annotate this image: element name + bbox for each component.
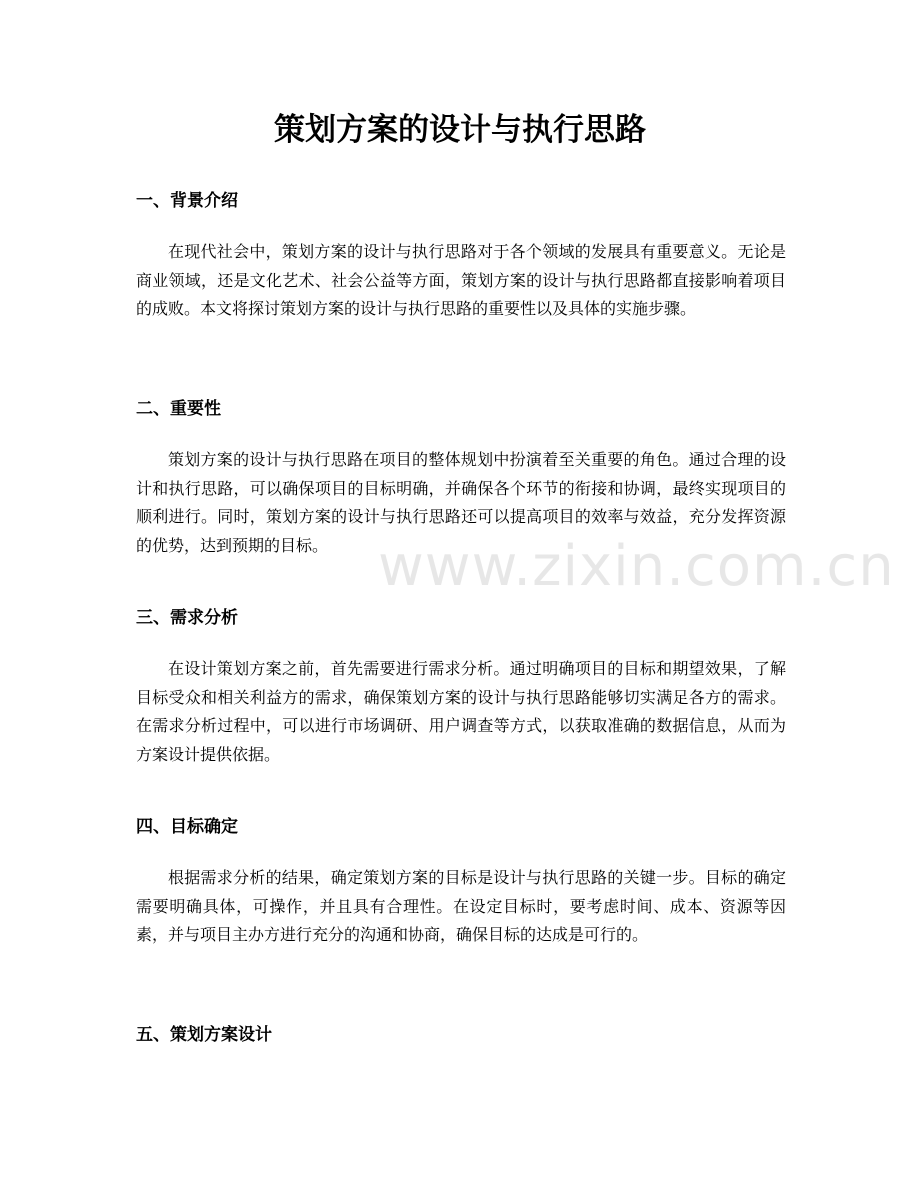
section-paragraph: 根据需求分析的结果，确定策划方案的目标是设计与执行思路的关键一步。目标的确定需要明确具体，可操作，并且具有合理性。在设定目标时，要考虑时间、成本、资源等因素，并与项目主办方进行充分的沟通和协商，确保目标的达成是可行的。 <box>136 868 786 944</box>
section-plan-design <box>136 1023 786 1047</box>
section-paragraph: 在现代社会中，策划方案的设计与执行思路对于各个领域的发展具有重要意义。无论是商业领域，还是文化艺术、社会公益等方面，策划方案的设计与执行思路都直接影响着项目的成败。本文将探讨策划方案的设计与执行思路的重要性以及具体的实施步骤。 <box>136 242 786 318</box>
section-paragraph: 策划方案的设计与执行思路在项目的整体规划中扮演着至关重要的角色。通过合理的设计和执行思路，可以确保项目的目标明确，并确保各个环节的衔接和协调，最终实现项目的顺利进行。同时，策划方案的设计与执行思路还可以提高项目的效率与效益，充分发挥资源的优势，达到预期的目标。 <box>136 450 786 555</box>
section-goal-setting <box>136 815 786 950</box>
section-paragraph: 在设计策划方案之前，首先需要进行需求分析。通过明确项目的目标和期望效果，了解目标受众和相关利益方的需求，确保策划方案的设计与执行思路能够切实满足各方的需求。在需求分析过程中，可以进行市场调研、用户调查等方式，以获取准确的数据信息，从而为方案设计提供依据。 <box>136 659 786 764</box>
section-heading: 五、策划方案设计 <box>136 1025 272 1045</box>
section-heading: 二、重要性 <box>136 399 221 419</box>
section-needs-analysis <box>136 606 786 769</box>
section-background <box>136 189 786 324</box>
section-heading: 三、需求分析 <box>136 608 238 628</box>
document-title: 策划方案的设计与执行思路 <box>274 112 646 148</box>
section-importance <box>136 397 786 560</box>
section-heading: 四、目标确定 <box>136 817 238 837</box>
section-heading: 一、背景介绍 <box>136 191 238 211</box>
watermark-text: www.zixin.com.cn <box>378 534 895 599</box>
